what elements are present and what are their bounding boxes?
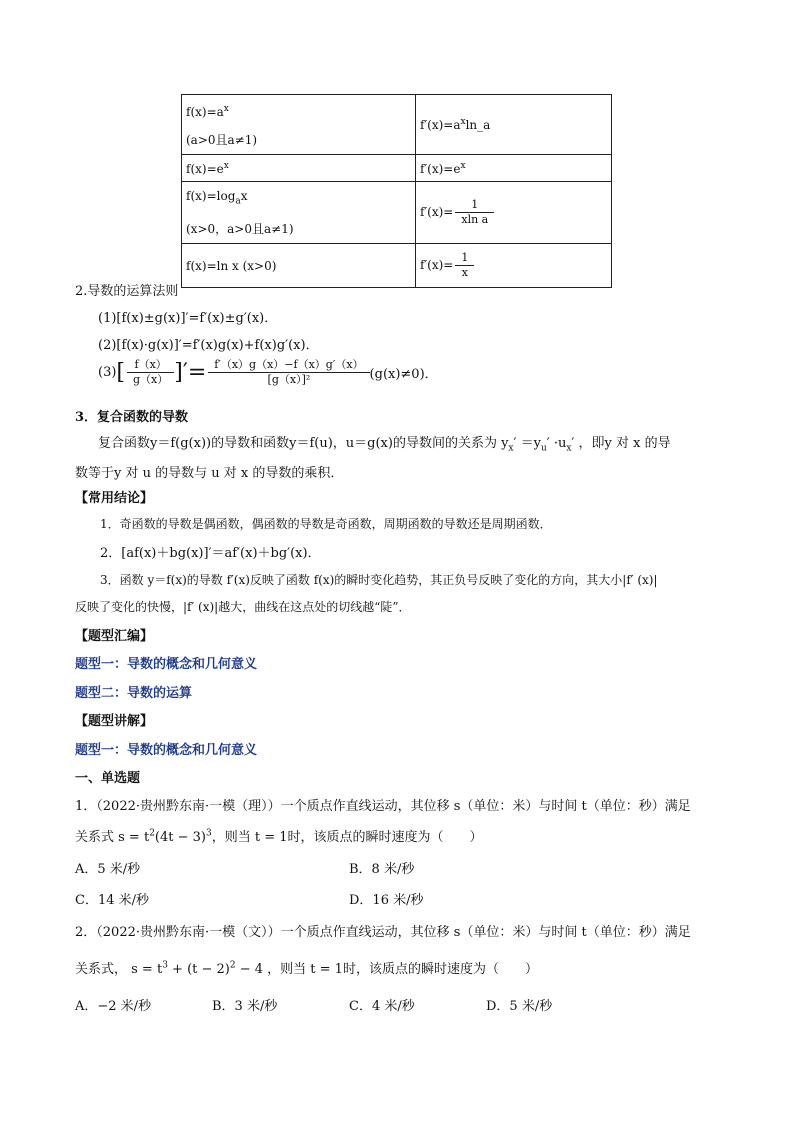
text-sub: x — [508, 443, 514, 454]
option-c[interactable]: C．14 米/秒 — [75, 893, 150, 908]
cell-text: f′(x)=e — [420, 161, 461, 176]
text: 关系式， s = t — [75, 962, 163, 977]
cell-sup: x — [223, 160, 229, 171]
section-title: 2.导数的运算法则 — [75, 284, 179, 299]
fraction — [208, 358, 369, 387]
fraction-numerator: f′（x）g（x）−f（x）g′（x） — [214, 358, 364, 371]
table-cell — [416, 155, 612, 182]
text-sup: 2 — [229, 960, 236, 971]
fraction-denominator: xln a — [455, 212, 494, 227]
derivative-formula-table — [181, 94, 612, 288]
cell-text: f′(x)= — [420, 205, 454, 220]
table-row — [182, 182, 612, 244]
option-a[interactable]: A．−2 米/秒 — [75, 999, 152, 1014]
conclusion-3: 3．函数 y＝f(x)的导数 f′(x)反映了函数 f(x)的瞬时变化趋势，其正负号反映了变化的方向，其大小|f′ (x)| — [100, 573, 658, 587]
conclusion-1: 1．奇函数的导数是偶函数，偶函数的导数是奇函数，周期函数的导数还是周期函数． — [100, 517, 552, 531]
text: 关系式 s = t — [75, 830, 150, 845]
text: 复合函数y＝f(g(x))的导数和函数y＝f(u)，u＝g(x)的导数间的关系为 y — [98, 436, 509, 451]
table-cell — [182, 95, 416, 155]
fraction-denominator: [g（x）]² — [208, 372, 369, 387]
section-heading: 【题型汇编】 — [75, 629, 154, 644]
text: (4t − 3) — [154, 830, 206, 845]
subsection-heading: 一、单选题 — [75, 771, 141, 786]
cell-sup: x — [223, 104, 229, 114]
text: ′ ＝y — [513, 436, 541, 451]
table-cell — [416, 182, 612, 244]
table-cell — [182, 244, 416, 288]
table-row — [182, 244, 612, 288]
fraction — [455, 198, 494, 227]
rule-1: (1)[f(x)±g(x)]′=f′(x)±g′(x)． — [98, 311, 278, 326]
cell-sup: x — [460, 160, 466, 171]
fraction — [455, 251, 474, 280]
text: ，则当 t = 1时，该质点的瞬时速度为（ ） — [211, 830, 483, 845]
fraction — [127, 358, 174, 387]
text-sub: u — [540, 443, 547, 454]
section-heading: 【题型讲解】 — [75, 714, 154, 729]
type-heading: 题型二：导数的运算 — [75, 686, 193, 701]
section-title: 3．复合函数的导数 — [75, 410, 189, 425]
text: ′ ·u — [546, 436, 567, 451]
cell-text: (x>0，a>0且a≠1) — [186, 222, 294, 237]
right-bracket: ]′= — [174, 359, 207, 385]
cell-text: (a>0且a≠1) — [186, 133, 258, 147]
option-d[interactable]: D．16 米/秒 — [349, 893, 424, 908]
cell-text: f(x)=log — [186, 189, 236, 203]
cell-sub: a — [235, 196, 241, 207]
question-1-text: 1．（2022·贵州黔东南·一模（理））一个质点作直线运动，其位移 s（单位：米）与时间 t（单位：秒）满足 — [75, 799, 691, 814]
text: − 4 ，则当 t = 1时，该质点的瞬时速度为（ ） — [235, 962, 538, 977]
table-cell — [182, 155, 416, 182]
table-cell — [416, 95, 612, 155]
paragraph: 数等于y 对 u 的导数与 u 对 x 的导数的乘积． — [75, 466, 344, 481]
option-d[interactable]: D．5 米/秒 — [486, 999, 553, 1014]
option-c[interactable]: C．4 米/秒 — [349, 999, 415, 1014]
section-heading: 【常用结论】 — [75, 491, 154, 506]
fraction-numerator: 1 — [471, 198, 479, 212]
table-row — [182, 155, 612, 182]
cell-text: f(x)=ln x (x>0) — [186, 258, 277, 273]
text-sup: 2 — [149, 828, 155, 839]
type-heading: 题型一：导数的概念和几何意义 — [75, 657, 258, 672]
cell-text: f′(x)= — [420, 258, 454, 273]
text: + (t − 2) — [167, 962, 230, 977]
cell-text: f(x)=a — [186, 105, 224, 119]
left-bracket: [ — [116, 359, 126, 385]
question-1-formula — [75, 826, 483, 845]
text-sub: x — [566, 443, 572, 454]
conclusion-3-cont: 反映了变化的快慢，|f′ (x)|越大，曲线在这点处的切线越“陡”． — [75, 600, 411, 614]
type-heading: 题型一：导数的概念和几何意义 — [75, 743, 258, 758]
fraction-numerator: f（x） — [134, 358, 167, 371]
option-a[interactable]: A．5 米/秒 — [75, 862, 141, 877]
rule-2: (2)[f(x)·g(x)]′=f′(x)g(x)+f(x)g′(x)． — [98, 338, 319, 353]
cell-text: x — [240, 189, 248, 203]
fraction-denominator: x — [455, 265, 474, 280]
cell-text: ln_a — [465, 118, 491, 132]
fraction-numerator: 1 — [461, 251, 469, 265]
question-2-text: 2．（2022·贵州黔东南·一模（文））一个质点作直线运动，其位移 s（单位：米）与时间 t（单位：秒）满足 — [75, 925, 691, 940]
text-sup: 3 — [206, 828, 212, 839]
table-row — [182, 95, 612, 155]
table-cell — [416, 244, 612, 288]
rule-3 — [98, 358, 438, 387]
question-2-formula — [75, 958, 538, 977]
option-b[interactable]: B．3 米/秒 — [212, 999, 278, 1014]
fraction-denominator: g（x） — [127, 372, 174, 387]
option-b[interactable]: B．8 米/秒 — [349, 862, 415, 877]
cell-text: f′(x)=a — [420, 118, 461, 132]
table-cell — [182, 182, 416, 244]
text-sup: 3 — [162, 960, 168, 971]
cell-text: f(x)=e — [186, 161, 224, 176]
paragraph — [98, 432, 671, 454]
rule-3-prefix: (3) — [98, 365, 117, 380]
conclusion-2: 2．[af(x)＋bg(x)]′＝af′(x)＋bg′(x)． — [100, 546, 321, 561]
cell-sup: x — [460, 117, 466, 127]
rule-3-tail: (g(x)≠0)． — [369, 367, 438, 382]
text: ′ ，即y 对 x 的导 — [571, 436, 671, 451]
